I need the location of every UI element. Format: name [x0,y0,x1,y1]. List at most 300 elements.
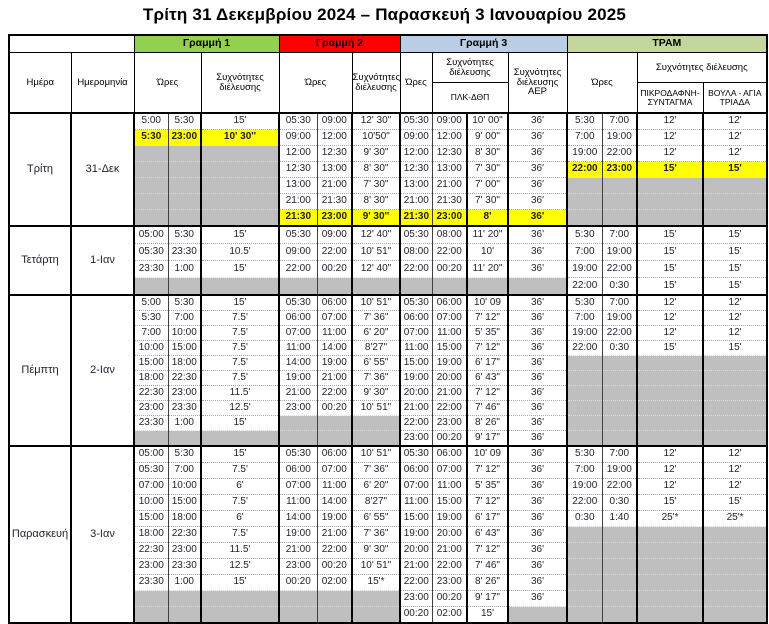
tram-freq-voula-cell: 15' [703,261,767,278]
time-end-cell: 1:00 [168,575,201,591]
frequency-cell: 15'* [352,575,400,591]
empty-cell [279,607,317,624]
time-end-cell: 23:00 [432,210,467,227]
time-start-cell: 7:00 [567,244,602,261]
frequency-aer-cell: 36' [508,591,567,607]
time-start-cell: 15:00 [400,356,432,371]
time-end-cell: 21:30 [432,194,467,210]
time-end-cell: 22:00 [602,326,637,341]
empty-cell [201,210,279,227]
time-start-cell: 5:30 [567,113,602,130]
empty-cell [567,559,602,575]
empty-cell [567,356,602,371]
frequency-cell: 12.5' [201,559,279,575]
time-start-cell: 7:00 [567,130,602,146]
time-end-cell: 21:00 [317,371,352,386]
frequency-plk-cell: 5' 35" [467,326,508,341]
frequency-plk-cell: 6' 43" [467,527,508,543]
frequency-plk-cell: 7' 12" [467,386,508,401]
time-end-cell: 19:00 [317,511,352,527]
time-start-cell: 23:30 [134,575,168,591]
empty-cell [168,210,201,227]
tram-freq-voula-cell: 12' [703,295,767,311]
tram-freq-pikrodafni-cell: 12' [637,326,703,341]
frequency-cell: 10'50" [352,130,400,146]
empty-cell [703,559,767,575]
frequency-cell: 10' 51" [352,244,400,261]
time-start-cell: 11:00 [400,495,432,511]
header-band-line2: Γραμμή 2 [279,35,400,53]
frequency-aer-cell: 36' [508,543,567,559]
time-end-cell: 09:00 [317,113,352,130]
frequency-cell: 10' 30'' [201,130,279,146]
time-end-cell: 22:00 [432,559,467,575]
tram-freq-voula-cell: 12' [703,130,767,146]
frequency-cell: 7.5' [201,463,279,479]
empty-cell [637,401,703,416]
frequency-plk-cell: 7' 30" [467,194,508,210]
frequency-cell: 15' [201,226,279,244]
table-row [9,446,767,463]
empty-cell [134,162,168,178]
empty-cell [352,278,400,296]
time-end-cell: 06:00 [317,295,352,311]
empty-cell [352,431,400,447]
frequency-cell: 6' 20" [352,326,400,341]
time-start-cell: 11:00 [279,495,317,511]
time-end-cell: 06:00 [432,446,467,463]
time-end-cell: 14:00 [317,341,352,356]
time-start-cell: 05:30 [279,226,317,244]
empty-cell [279,431,317,447]
time-start-cell: 22:00 [400,261,432,278]
empty-cell [134,431,168,447]
time-start-cell: 22:00 [400,416,432,431]
header-band-line3: Γραμμή 3 [400,35,567,53]
frequency-plk-cell: 8' 30" [467,146,508,162]
empty-cell [602,543,637,559]
frequency-plk-cell: 8' 26" [467,575,508,591]
time-start-cell: 14:00 [279,511,317,527]
empty-cell [703,210,767,227]
header-freq-line3-plk-top: Συχνότητες διέλευσης [432,53,508,83]
tram-freq-pikrodafni-cell: 15' [637,341,703,356]
time-start-cell: 5:30 [134,311,168,326]
frequency-cell: 15' [201,295,279,311]
time-start-cell: 21:00 [400,401,432,416]
time-end-cell: 21:00 [432,543,467,559]
frequency-cell: 12' 30" [352,113,400,130]
frequency-aer-cell: 36' [508,130,567,146]
frequency-cell: 7' 36" [352,371,400,386]
time-start-cell: 19:00 [279,371,317,386]
frequency-aer-cell: 36' [508,401,567,416]
time-start-cell: 14:00 [279,356,317,371]
time-start-cell: 23:00 [134,401,168,416]
empty-cell [703,416,767,431]
frequency-cell: 7.5' [201,341,279,356]
empty-cell [703,194,767,210]
day-cell: Τετάρτη [9,226,71,295]
empty-cell [703,371,767,386]
frequency-aer-cell: 36' [508,295,567,311]
date-cell: 2-Ιαν [71,295,134,446]
empty-cell [637,431,703,447]
time-start-cell: 05:30 [279,113,317,130]
header-freq-line1: Συχνότητες διέλευσης [201,53,279,114]
time-end-cell: 11:00 [432,479,467,495]
time-start-cell: 09:00 [279,244,317,261]
frequency-aer-cell: 36' [508,527,567,543]
empty-cell [637,210,703,227]
empty-cell [602,386,637,401]
time-start-cell: 06:00 [400,463,432,479]
tram-freq-voula-cell: 12' [703,311,767,326]
frequency-plk-cell: 6' 17" [467,511,508,527]
time-end-cell: 22:30 [168,527,201,543]
empty-cell [508,607,567,624]
time-end-cell: 18:00 [168,511,201,527]
time-start-cell: 22:30 [134,386,168,401]
time-end-cell: 19:00 [432,511,467,527]
time-end-cell: 22:30 [168,371,201,386]
frequency-aer-cell: 36' [508,386,567,401]
frequency-cell: 9' 30'' [352,210,400,227]
empty-cell [508,278,567,296]
day-cell: Τρίτη [9,113,71,226]
frequency-plk-cell: 15' [467,607,508,624]
empty-cell [602,210,637,227]
date-cell: 3-Ιαν [71,446,134,623]
time-end-cell: 19:00 [602,244,637,261]
empty-cell [567,371,602,386]
time-start-cell: 18:00 [134,371,168,386]
frequency-plk-cell: 5' 35" [467,479,508,495]
empty-cell [168,607,201,624]
time-start-cell: 06:00 [400,311,432,326]
header-plk-dthp: ΠΛΚ-ΔΘΠ [432,83,508,114]
tram-freq-voula-cell: 12' [703,146,767,162]
time-end-cell: 23:30 [168,559,201,575]
frequency-cell: 6' 20" [352,479,400,495]
time-end-cell: 00:20 [432,431,467,447]
empty-cell [279,278,317,296]
empty-cell [602,178,637,194]
empty-cell [602,371,637,386]
tram-freq-pikrodafni-cell: 15' [637,244,703,261]
empty-cell [602,607,637,624]
frequency-cell: 10' 51" [352,295,400,311]
frequency-plk-cell: 7' 12" [467,311,508,326]
time-start-cell: 5:30 [567,446,602,463]
tram-freq-voula-cell: 15' [703,226,767,244]
time-end-cell: 0:30 [602,341,637,356]
tram-freq-pikrodafni-cell: 12' [637,311,703,326]
time-end-cell: 15:00 [432,495,467,511]
frequency-aer-cell: 36' [508,113,567,130]
time-start-cell: 21:30 [279,210,317,227]
time-start-cell: 19:00 [567,146,602,162]
header-hours-tram: Ώρες [567,53,637,114]
time-end-cell: 19:00 [317,356,352,371]
frequency-cell: 8'27" [352,495,400,511]
time-end-cell: 19:00 [432,356,467,371]
time-start-cell: 23:00 [279,401,317,416]
time-start-cell: 22:00 [400,575,432,591]
empty-cell [134,178,168,194]
time-start-cell: 7:00 [567,311,602,326]
empty-cell [602,527,637,543]
tram-freq-pikrodafni-cell: 15' [637,261,703,278]
frequency-cell: 11.5' [201,386,279,401]
frequency-plk-cell: 11' 20" [467,261,508,278]
time-start-cell: 5:30 [567,295,602,311]
time-end-cell: 06:00 [432,295,467,311]
time-start-cell: 21:00 [400,194,432,210]
tram-freq-voula-cell: 12' [703,463,767,479]
frequency-cell: 7' 36" [352,463,400,479]
time-end-cell: 22:00 [602,146,637,162]
time-end-cell: 06:00 [317,446,352,463]
time-start-cell: 10:00 [134,495,168,511]
frequency-plk-cell: 10' 00" [467,113,508,130]
time-start-cell: 19:00 [567,261,602,278]
header-tram-voula-agia-triada: ΒΟΥΛΑ - ΑΓΙΑ ΤΡΙΑΔΑ [703,83,767,114]
empty-cell [567,527,602,543]
date-cell: 1-Ιαν [71,226,134,295]
frequency-cell: 7' 36" [352,311,400,326]
frequency-cell: 7.5' [201,371,279,386]
empty-cell [637,543,703,559]
time-start-cell: 05:30 [279,295,317,311]
time-end-cell: 20:00 [432,371,467,386]
time-start-cell: 22:30 [134,543,168,559]
time-start-cell: 05:00 [134,446,168,463]
time-start-cell: 12:00 [279,146,317,162]
time-start-cell: 22:00 [567,162,602,178]
frequency-cell: 15' [201,261,279,278]
frequency-cell: 11.5' [201,543,279,559]
time-start-cell: 0:30 [567,511,602,527]
frequency-plk-cell: 7' 30" [467,162,508,178]
tram-freq-voula-cell: 12' [703,113,767,130]
time-start-cell: 19:00 [279,527,317,543]
time-start-cell: 00:20 [279,575,317,591]
frequency-plk-cell: 6' 43" [467,371,508,386]
empty-cell [567,210,602,227]
empty-cell [201,431,279,447]
frequency-aer-cell: 36' [508,341,567,356]
time-end-cell: 02:00 [432,607,467,624]
time-start-cell: 5:00 [134,113,168,130]
frequency-cell: 7' 30" [352,178,400,194]
empty-cell [637,386,703,401]
time-end-cell: 23:30 [168,401,201,416]
time-start-cell: 05:30 [400,113,432,130]
time-end-cell: 09:00 [317,226,352,244]
frequency-cell: 10' 51" [352,446,400,463]
time-end-cell: 7:00 [602,113,637,130]
time-end-cell: 07:00 [432,311,467,326]
frequency-aer-cell: 36' [508,178,567,194]
empty-cell [279,591,317,607]
time-end-cell: 11:00 [317,326,352,341]
time-start-cell: 7:00 [134,326,168,341]
time-start-cell: 07:00 [134,479,168,495]
frequency-aer-cell: 36' [508,575,567,591]
frequency-plk-cell: 9' 00" [467,130,508,146]
time-start-cell: 20:00 [400,386,432,401]
frequency-aer-cell: 36' [508,162,567,178]
time-end-cell: 5:30 [168,226,201,244]
tram-freq-pikrodafni-cell: 12' [637,295,703,311]
time-end-cell: 21:30 [317,194,352,210]
time-end-cell: 7:00 [168,311,201,326]
frequency-cell: 7.5' [201,311,279,326]
empty-cell [317,278,352,296]
header-freq-tram: Συχνότητες διέλευσης [637,53,767,83]
frequency-aer-cell: 36' [508,226,567,244]
time-end-cell: 00:20 [317,559,352,575]
time-start-cell: 23:30 [134,416,168,431]
frequency-cell: 15' [201,113,279,130]
time-end-cell: 12:00 [317,130,352,146]
empty-cell [317,416,352,431]
frequency-plk-cell: 10' 09 [467,446,508,463]
time-start-cell: 10:00 [134,341,168,356]
frequency-cell: 7.5' [201,527,279,543]
empty-cell [703,356,767,371]
time-start-cell: 13:00 [279,178,317,194]
frequency-aer-cell: 36' [508,479,567,495]
tram-freq-pikrodafni-cell: 15' [637,278,703,296]
time-end-cell: 1:00 [168,416,201,431]
time-end-cell: 21:00 [432,178,467,194]
time-end-cell: 20:00 [432,527,467,543]
time-end-cell: 07:00 [432,463,467,479]
time-start-cell: 23:00 [400,591,432,607]
tram-freq-voula-cell: 15' [703,495,767,511]
frequency-aer-cell: 36' [508,371,567,386]
empty-cell [134,194,168,210]
time-start-cell: 15:00 [400,511,432,527]
time-end-cell: 22:00 [602,479,637,495]
table-row [9,113,767,130]
empty-cell [134,278,168,296]
empty-cell [567,591,602,607]
empty-cell [201,194,279,210]
time-end-cell: 5:30 [168,113,201,130]
time-end-cell: 11:00 [317,479,352,495]
frequency-cell: 7' 36" [352,527,400,543]
time-start-cell: 19:00 [567,326,602,341]
time-end-cell: 08:00 [432,226,467,244]
frequency-aer-cell: 36' [508,146,567,162]
frequency-plk-cell: 7' 46" [467,401,508,416]
empty-cell [637,591,703,607]
frequency-cell: 7.5' [201,326,279,341]
day-cell: Πέμπτη [9,295,71,446]
time-start-cell: 12:00 [400,146,432,162]
time-start-cell: 05:00 [134,226,168,244]
time-end-cell: 19:00 [602,130,637,146]
tram-freq-voula-cell: 15' [703,244,767,261]
tram-freq-pikrodafni-cell: 12' [637,463,703,479]
empty-cell [602,194,637,210]
time-end-cell: 7:00 [602,446,637,463]
frequency-plk-cell: 9' 17" [467,591,508,607]
time-end-cell: 19:00 [602,463,637,479]
frequency-aer-cell: 36' [508,416,567,431]
empty-cell [703,386,767,401]
empty-cell [602,356,637,371]
frequency-cell: 6' [201,511,279,527]
time-start-cell: 12:30 [400,162,432,178]
time-end-cell: 00:20 [432,591,467,607]
empty-cell [134,210,168,227]
frequency-plk-cell: 7' 12" [467,341,508,356]
empty-cell [637,416,703,431]
time-start-cell: 05:30 [134,244,168,261]
time-start-cell: 07:00 [400,479,432,495]
frequency-plk-cell: 10' [467,244,508,261]
page-title: Τρίτη 31 Δεκεμβρίου 2024 – Παρασκευή 3 Ιανουαρίου 2025 [142,5,627,24]
frequency-aer-cell: 36' [508,463,567,479]
time-start-cell: 08:00 [400,244,432,261]
empty-cell [703,543,767,559]
time-start-cell: 19:00 [400,371,432,386]
frequency-cell: 15' [201,575,279,591]
empty-cell [168,591,201,607]
time-start-cell: 09:00 [400,130,432,146]
time-end-cell: 21:00 [432,386,467,401]
time-start-cell: 11:00 [279,341,317,356]
frequency-cell: 15' [201,416,279,431]
empty-cell [637,607,703,624]
empty-cell [567,401,602,416]
time-end-cell: 23:00 [168,130,201,146]
tram-freq-pikrodafni-cell: 12' [637,479,703,495]
header-freq-line3-aer: Συχνότητες διέλευσης ΑΕΡ [508,53,567,114]
header-band-tram: ΤΡΑΜ [567,35,767,53]
empty-cell [168,162,201,178]
frequency-plk-cell: 7' 12" [467,495,508,511]
header-tram-pikrodafni-syntagma: ΠΙΚΡΟΔΑΦΝΗ-ΣΥΝΤΑΓΜΑ [637,83,703,114]
empty-cell [317,431,352,447]
time-start-cell: 21:00 [279,543,317,559]
time-end-cell: 5:30 [168,446,201,463]
empty-cell [317,607,352,624]
frequency-cell: 9' 30" [352,543,400,559]
empty-cell [168,146,201,162]
empty-cell [168,431,201,447]
time-end-cell: 15:00 [168,495,201,511]
empty-cell [703,401,767,416]
time-start-cell: 06:00 [279,463,317,479]
frequency-plk-cell: 10' 09 [467,295,508,311]
time-end-cell: 21:00 [317,527,352,543]
empty-cell [703,607,767,624]
tram-freq-pikrodafni-cell: 15' [637,162,703,178]
time-start-cell: 7:00 [567,463,602,479]
empty-cell [279,416,317,431]
frequency-cell: 10' 51" [352,401,400,416]
empty-cell [134,146,168,162]
time-start-cell: 5:30 [134,130,168,146]
empty-cell [637,559,703,575]
time-end-cell: 00:20 [317,261,352,278]
time-end-cell: 15:00 [432,341,467,356]
